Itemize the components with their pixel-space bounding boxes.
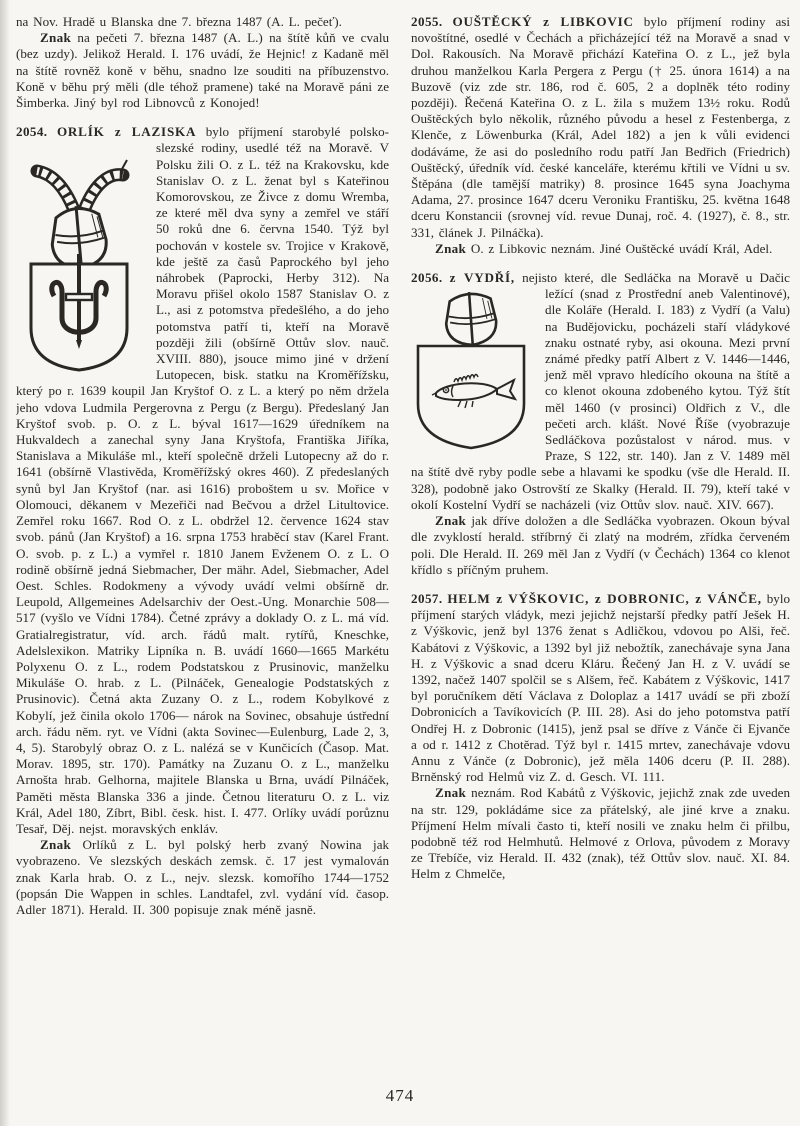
- paragraph-znak-helm: [411, 785, 790, 882]
- paragraph-continuation: [16, 14, 389, 30]
- znak-text: O. z Libkovic neznám. Jiné Ouštěcké uvádí Král, Adel.: [470, 240, 773, 256]
- entry-name: ORLÍK z LAZISKA: [56, 124, 197, 140]
- znak-text: na pečeti 7. března 1487 (A. L.) na štítě kůň ve cvalu (bez uzdy). Jelikož Herald. I. 176 uvádí, že Hejnic! z Kadaně měl na štítě rovněž koně v běhu, snadno lze souditi na příbuzenstvo. Koně v běhu prý měli (dle téhož pramene) také na Moravě páni ze Šimberka. Jiný byl rod Libnovců z Konojed!: [16, 30, 390, 111]
- orlik-arms-image: [16, 144, 142, 372]
- entry-lead-text: nejisto které, dle Sedláčka na: [522, 270, 691, 286]
- znak-label: Znak: [435, 513, 467, 529]
- entry-body-text: polsko-slezské rodiny, usedlé též na Moravě. V Polsku žili O. z L. též na Krakovsku, kde Stanislav O. z L. ženat byl s Kateřinou Komorovskou, ze Živce z domu Wremba, ze které měl dva syny a zemřel ve stáří 50 roků dne 6. června 1540. Týž byl pochován v kostele sv. Trojice v Krakově, kde ještě za časů Paprockého byl jeho náhrobek (Paprocki, Herby 312). Na Moravu přišel okolo 1587 Stanislav O. z L., asi z potomstva předešlého, a do jeho potomstva patří ti, kteří na Moravě později žili (obšírně Ottův slov. nauč. XVIII. 880), jsouce mimo jiné v držení Lutopecen, bisk. statku na Kroměřížsku, který po r. 1639 koupil Jan Kryštof O. z L. a který po něm držela jeho vdova Ludmila Pergerovna z Pergu (z Bergu). Předeslaný Jan Kryštof svob. p. O. z L. býval 1617—1629 úředníkem na Hukvaldech a zanechal syny Jana Kryštofa, Františka Jiříka, Stanislava a Mikuláše ml., kteří společně drželi Lutopecny až do r. 1641 (obšírně Vlastivěda, Kroměřížský okres 460). Z předeslaných synů byl Jan Kryštof (nar. asi 1616) proboštem u sv. Mořice v Olomouci, děkanem v Mezeřiči nad Bečvou a držel Litultovice. Zemřel roku 1667. Rod O. z L. obdržel 12. července 1624 stav svob. pánů (Jan Kryštof) a 16. srpna 1753 hraběcí stav (Karel Frant. O. svob. p. z L.) a vymřel r. 1810 Janem Evženem O. z L. O rodině obšírně jedná Siebmacher, Der mähr. Adel, Siebmacher, Adel Oest. Schles. Rodokmeny a vývody uvádí velmi obšírně dr. Leupold, Allgemeines Adelsarchiv der Oest.-Ung. Monarchie 508—517 (vyšlo ve Vídni 1784). Četné zprávy a doklady O. z L. má víd. Gratialregistratur, víd. arch. řádů malt. rytířů, Kneschke, Adelslexikon. Matriky Lipníka n. B. uvádí 1660—1665 Markétu Polyxenu O. z L., rodem Podstatskou z Prusinovic, manželku Mikuláše O. hrab. z L. (Pilnáček, Genealogie Podstatských z Prusinovic). Četná akta Zuzany O. z L., rodem Kobylkové z Kobylí, jež činila okolo 1706— nárok na Sovinec, obsahuje ústřední arch. řádu něm. ryt. ve Vídni (akta Sovinec—Eulenburg, Lade 2, 3, 4, 5). Starobylý obraz O. z L. nalézá se v Kunčicích (Časop. Mat. Morav. 1895, str. 170). Památky na Zuzanu O. z L., manželku Arnošta hrab. Gelhorna, majitele Blanska u Brna, uvádí Pilnáček, Paměti města Blanska 336 a jinde. Četnou literaturu O. z L. viz Král, Adel 180, Zíbrt, Bibl. česk. hist. I. 477. Orlíky uvádí porůznu Tesař, Děj. nejst. moravských enkláv.: [16, 124, 390, 836]
- entry-number: 2056.: [411, 270, 443, 286]
- paragraph-znak-vydri: [411, 513, 790, 578]
- left-column: [16, 14, 389, 1076]
- entry-body-text: Moravě u Dačic ležící (snad z Prostřední aneb Valentinové), dle Koláře (Herald. I. 183) z Vydří (a Valu) na Budějovicku, pocházeli staří vládykové znaku ostnaté ryby, asi okouna. Mezi první známé předky patří Albert z V. 1446—1446, jenž měl vpravo hledícího okouna na štítě a co klenot okouna zdobeného kytou. Týž štít měl 1460 (v prosinci) Oldřich z V., dle pečeti arch. klášt. Nové Říše (vyobrazuje Sedláčkova pozůstalost v národ. mus. v Praze, S 122, str. 140). Jan z V. 1489 měl na štítě dvě ryby podle sebe a hlavami ke spodku (vše dle Herald. II. 328), podobně jako Ostrovští ze Skalky (Herald. II. 79), kteří také v okolí Kostelní Vydří se nacházeli (viz Ottův slov. nauč. XIV. 667).: [411, 270, 790, 512]
- znak-label: Znak: [435, 785, 467, 801]
- znak-text: Orlíků z L. byl polský herb zvaný Nowina jak vyobrazeno. Ve slezských deskách zemsk. č. 17 jest vymalován znak Karla hrab. O. z L., nejv. slezsk. komořího 1744—1752 (popsán Die Wappen in schles. Landtafel, zvl. vydání víd. časop. Adler 1871). Herald. II. 300 popisuje znak méně jasně.: [16, 837, 390, 917]
- paragraph-znak-libkovic: [411, 241, 790, 257]
- entry-lead-text: bylo příjmení starobylé: [205, 124, 341, 140]
- entry-name: HELM z VÝŠKOVIC, z DOBRONIC, z VÁNČE,: [447, 590, 762, 606]
- znak-label: Znak: [40, 30, 72, 46]
- entry-name: z VYDŘÍ,: [449, 270, 515, 286]
- entry-2056: [411, 270, 790, 513]
- entry-2055: [411, 14, 790, 241]
- entry-2057: [411, 591, 790, 785]
- entry-2054: [16, 124, 389, 837]
- two-column-layout: [16, 14, 790, 1076]
- paragraph-znak-pecet: [16, 30, 389, 111]
- entry-number: 2054.: [16, 124, 48, 140]
- znak-label: Znak: [40, 837, 72, 853]
- znak-label: Znak: [435, 240, 467, 256]
- znak-text: neznám. Rod Kabátů z Výškovic, jejichž znak zde uveden na str. 129, pokládáme sice za přátelský, ale jiné krve a znaku. Příjmení Helm mívali často ti, kteří nosili ve znaku helm či přilbu, podobně též rod Helmhutů. Helmové z Orlova, původem z Moravy ze Třebíče, viz Herald. II. 432 (znak), též Ottův slov. nauč. XI. 84. Helm z Chmelče,: [411, 785, 790, 882]
- paragraph-znak-orlik: [16, 837, 389, 918]
- znak-text: jak dříve doložen a dle Sedláčka vyobrazen. Okoun býval dle zvyklostí herald. stříbrný či zlatý na modrém, zřídka červeném poli. Dle Herald. II. 269 měl Jan z Vydří (v Čechách) 1364 co klenot křídlo s příčným pruhem.: [411, 513, 790, 577]
- entry-number: 2057.: [411, 590, 443, 606]
- entry-number: 2055.: [411, 14, 443, 29]
- continuation-text: na Nov. Hradě u Blanska dne 7. března 1487 (A. L. pečeť).: [16, 14, 342, 29]
- entry-name: OUŠTĚCKÝ z LIBKOVIC: [452, 14, 634, 29]
- entry-body-text: bylo příjmení rodiny asi novoštítné, osedlé v Čechách a přicházející též na Moravě a snad v Dol. Rakousích. Na Moravě přichází Kateřina O. z L., jež byla druhou manželkou Karla Pergera z Pergu († 25. února 1614) a na Buzově (viz zde str. 186, rod č. 605, 2 a doplněk této rodiny později). Řečená Kateřina O. z L. žila s mužem 13½ roku. Rodů Ouštěckých bylo několik, různého původu a hesel z Festenberga, z Klenče, z Löwenburka (Král, Adel 182) a jen k vůli evidenci dodáváme, že asi do posledního rodu patří Jan Bedřich (Friedrich) Ouštěcký, úředník víd. české kanceláře, kterému křtili ve Vídni u sv. Štěpána (dle tamější matriky) 8. prosince 1645 syna Joachyma Adama, 27. prosince 1647 dceru Veroniku Františku, 25. května 1648 dceru Konstancii (srovnej víd. revue Dunaj, roč. 4. (1927), č. 8., str. 331, článek J. Pilnáčka).: [411, 14, 790, 240]
- page-number: 474: [385, 1086, 415, 1105]
- entry-body-text: bylo příjmení starých vládyk, mezi jejichž nejstarší předky patří Ješek H. z Výškovic, jenž byl 1376 ženat s Adličkou, vdovou po Alši, řeč. Kabátovi z Výškovic, a 1392 byl již nebožtík, zanechávaje syna Jana H. z Výškovic a snad dceru Kláru. Řečený Jan H. z V. uvádí se 1392, načež 1407 spolčil se s Alšem, řeč. Kabátem z Výškovic, 1417 byl poručníkem dětí Václava z Doloplaz a 1417 uvádí se při zboží Dobronicích a Tavíkovicích (P. III. 28). Asi do jeho potomstva patří Ondřej H. z Dobronic (1415), jenž psal se dříve z Vánče či Ejvanče a od r. 1412 z Chotěrad. Týž byl r. 1415 mrtev, zanechávaje vdovu Annu z Vánče (z Dobronic), jež měla 1406 dceru (P. II. 288). Brněnský rod Helmů viz Z. d. Gesch. VI. 111.: [411, 590, 790, 785]
- right-column: [411, 14, 790, 1076]
- vydri-arms-image: [411, 290, 531, 458]
